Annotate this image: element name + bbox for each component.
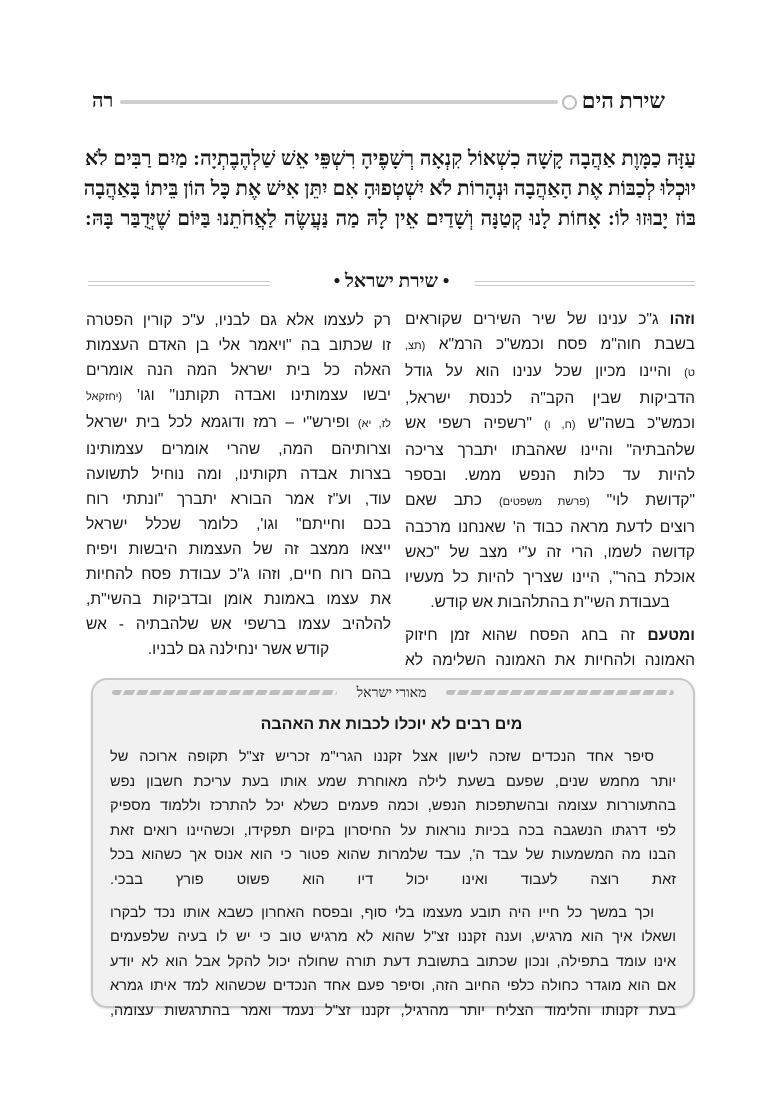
- text-segment: אינו עומד בתפילה, ונכון שכתוב בתשובת דעת תורה שחולה יכול להקל אבל הוא לא יודע: [110, 953, 676, 970]
- verse-line: בּוֹז יָבוּזוּ לוֹ: אָחוֹת לָנוּ קְטַנָּה וְשָׁדַיִם אֵין לָהּ מַה נַּעֲשֶׂה לַאֲחֹתֵנוּ בַּיּוֹם שֶׁיְּדֻבַּר בָּהּ:: [85, 208, 696, 230]
- text-segment: לפי דרגתו הנשגבה בכה בכיות נוראות על החיסרון בקיום תפקידו, וכשהיינו רואים זאת: [110, 822, 676, 839]
- text-segment: ג"כ ענינו של שיר השירים שקוראים: [405, 311, 670, 328]
- header-ornament-circle: [562, 95, 577, 110]
- text-line: [405, 307, 695, 332]
- text-segment: יותר מחמש שנים, שפעם בשעת לילה מאוחרת שמע אותו בעת עריכת חשבון נפש: [110, 773, 676, 790]
- running-title: שירת הים: [581, 88, 665, 113]
- text-segment: רק לעצמו אלא גם לבניו, ע"כ קורין הפטרה: [86, 312, 391, 329]
- left-column: [86, 308, 391, 662]
- text-line: [110, 974, 676, 999]
- text-line: [86, 358, 391, 383]
- text-segment: וכך במשך כל חייו היה תובע מעצמו בלי סוף, ובפסח האחרון כשבא אותו נכד לבקרו: [110, 904, 654, 921]
- text-line: [110, 843, 676, 868]
- text-segment: האלה כל בית ישראל המה הנה אומרים: [86, 362, 391, 379]
- text-segment: סיפר אחד הנכדים שזכה לישון אצל זקננו הגרי"מ זכריש זצ"ל תקופה ארוכה של: [110, 749, 654, 765]
- text-line: [110, 819, 676, 844]
- text-segment: להלהיב עצמו ברשפי אש שלהבתיה - אש: [86, 616, 391, 633]
- paragraph-gap: [405, 615, 695, 623]
- text-line: [86, 462, 391, 487]
- text-segment: בעת זקנותו והלימוד הצליח יותר מהרגיל, זקננו זצ"ל נעמד ואמר בהתרגשות עצומה,: [110, 1002, 676, 1019]
- page-number: רה: [92, 90, 114, 112]
- source-reference: לז, יא): [357, 418, 391, 430]
- text-line: [405, 386, 695, 411]
- text-segment: בכם וחייתם" וגו', כלומר שכלל ישראל: [86, 516, 391, 533]
- text-line: [86, 487, 391, 512]
- text-line: [86, 383, 391, 410]
- text-segment: להיות עד כלות הנפש ממש. ובספר: [405, 467, 695, 484]
- text-segment: אם הוא מוגדר כחולה כלפי החיוב הזה, וסיפר פעם אחד הנכדים שכשהוא למד איתו גמרא: [110, 978, 676, 995]
- text-segment: שלהבתיה" והיינו שאהבתו יתברך צריכה: [405, 442, 695, 459]
- source-reference: (תצ,: [405, 340, 426, 352]
- box-label: מאורי ישראל: [356, 686, 427, 701]
- text-segment: בעבודת השי"ת בהתלהבות אש קודש.: [430, 594, 670, 611]
- text-segment: והיינו מכיון שכל ענינו הוא על גודל: [405, 363, 685, 380]
- text-line: [86, 587, 391, 612]
- text-segment: זאת רוצה לעבוד ואינו יכול דיו הוא פשוט פורץ בבכי.: [110, 871, 676, 888]
- text-segment: ושאלו איך הוא מרגיש, וענה זקננו זצ"ל שהוא לא מרגיש טוב כי יש לו בעיה שלפעמים: [110, 929, 676, 946]
- text-line: [405, 648, 695, 673]
- text-line: [86, 333, 391, 358]
- text-line: [110, 868, 676, 893]
- right-column: [405, 307, 695, 673]
- verse-line: יוּכְלוּ לְכַבּוֹת אֶת הָאַהֲבָה וּנְהָרוֹת לֹא יִשְׁטְפוּהָ אִם יִתֵּן אִישׁ אֶת כָּל הוֹן בֵּיתוֹ בָּאַהֲבָה: [83, 178, 696, 200]
- text-segment: "רשפיה רשפי אש: [405, 415, 545, 432]
- text-segment: קדושה לשמו, הרי זה ע"י מצב של "כאש: [405, 544, 695, 561]
- text-segment: ייצאו ממצב זה של העצמות היבשות ויפיח: [86, 541, 391, 558]
- paragraph-gap: [110, 893, 676, 901]
- section-title: • שירת ישראל •: [333, 271, 450, 292]
- text-segment: בהתעוררות עצומה ובהשתפכות הנפש, וכמה פעמים כשלא יכל להתרכז וללמוד מספיק: [110, 798, 676, 815]
- text-line: [86, 437, 391, 462]
- text-line: [110, 999, 676, 1024]
- text-segment: בצרות אבדה תקותינו, ומה נוחיל לתשועה: [86, 466, 391, 483]
- bold-lead-word: ומטעם: [647, 627, 695, 644]
- text-line: [86, 612, 391, 637]
- source-reference: ט): [684, 367, 695, 379]
- header-rule: [120, 100, 558, 104]
- text-line: [405, 411, 695, 438]
- text-segment: קודש אשר ינחילנה גם לבניו.: [147, 641, 330, 658]
- text-segment: את עצמו באמונת אומן ובדביקות בהשי"ת,: [86, 591, 391, 608]
- bold-lead-word: וזהו: [669, 311, 695, 328]
- text-line: [405, 565, 695, 590]
- box-body: [110, 745, 676, 1024]
- text-segment: זה בחג הפסח שהוא זמן חיזוק: [405, 627, 648, 644]
- text-segment: הבנו מה המשמעות של עבד ה', עבד שלמרות שהוא פטור כי הוא אנוס אך כשהוא בכל: [110, 847, 676, 864]
- text-line: [405, 438, 695, 463]
- verse-line: עַזָּה כַמָּוֶת אַהֲבָה קָשָׁה כִשְׁאוֹל קִנְאָה רְשָׁפֶיהָ רִשְׁפֵּי אֵשׁ שַׁלְהֶבֶתְיָה: מַיִם רַבִּים לֹא: [85, 148, 696, 170]
- text-line: [86, 637, 391, 662]
- text-segment: אוכלת בהר", היינו שצריך להיות כל מעשיו: [405, 569, 695, 586]
- text-line: [86, 410, 391, 437]
- text-line: [405, 332, 695, 359]
- text-line: [405, 540, 695, 565]
- text-line: [405, 488, 695, 515]
- text-line: [405, 590, 695, 615]
- box-title: מים רבים לא יוכלו לכבות את האהבה: [260, 716, 523, 733]
- text-segment: רוצים לדעת מראה כבוד ה' שאנחנו מרכבה: [405, 519, 695, 536]
- text-line: [86, 308, 391, 333]
- text-segment: בהם רוח חיים, וזהו ג"כ עבודת פסח להחיות: [86, 566, 391, 583]
- text-line: [405, 515, 695, 540]
- text-segment: ופירש"י – רמז ודוגמא לכל בית ישראל: [86, 414, 358, 431]
- source-reference: (ח, ו): [544, 419, 576, 431]
- text-line: [110, 794, 676, 819]
- text-segment: האמונה ולהחיות את האמונה השלימה לא: [405, 652, 695, 669]
- text-line: [110, 745, 676, 770]
- text-segment: "קדושת לוי": [589, 492, 695, 509]
- text-line: [405, 359, 695, 386]
- text-line: [86, 562, 391, 587]
- text-segment: כתב שאם: [405, 492, 499, 509]
- text-line: [110, 925, 676, 950]
- text-segment: וכמש"כ בשה"ש: [575, 415, 696, 432]
- text-line: [86, 537, 391, 562]
- text-line: [110, 770, 676, 795]
- text-line: [405, 623, 695, 648]
- text-line: [405, 463, 695, 488]
- text-line: [110, 950, 676, 975]
- text-segment: עוד, וע"ז אמר הבורא יתברך "ונתתי רוח: [86, 491, 391, 508]
- text-segment: הדביקות שבין הקב"ה לכנסת ישראל,: [405, 390, 695, 407]
- text-segment: בשבת חוה"מ פסח וכמש"כ הרמ"א: [425, 336, 695, 353]
- text-line: [86, 512, 391, 537]
- verse-text: [85, 144, 696, 234]
- source-reference: (פרשת משפטים): [498, 496, 590, 508]
- text-segment: וצרותיהם המה, שהרי אומרים עצמותינו: [86, 441, 391, 458]
- source-reference: (יחזקאל: [86, 391, 123, 403]
- text-segment: יבשו עצמותינו ואבדה תקותנו" וגו': [122, 387, 391, 404]
- text-segment: זו שכתוב בה "ויאמר אלי בן האדם העצמות: [86, 337, 391, 354]
- text-line: [110, 901, 676, 926]
